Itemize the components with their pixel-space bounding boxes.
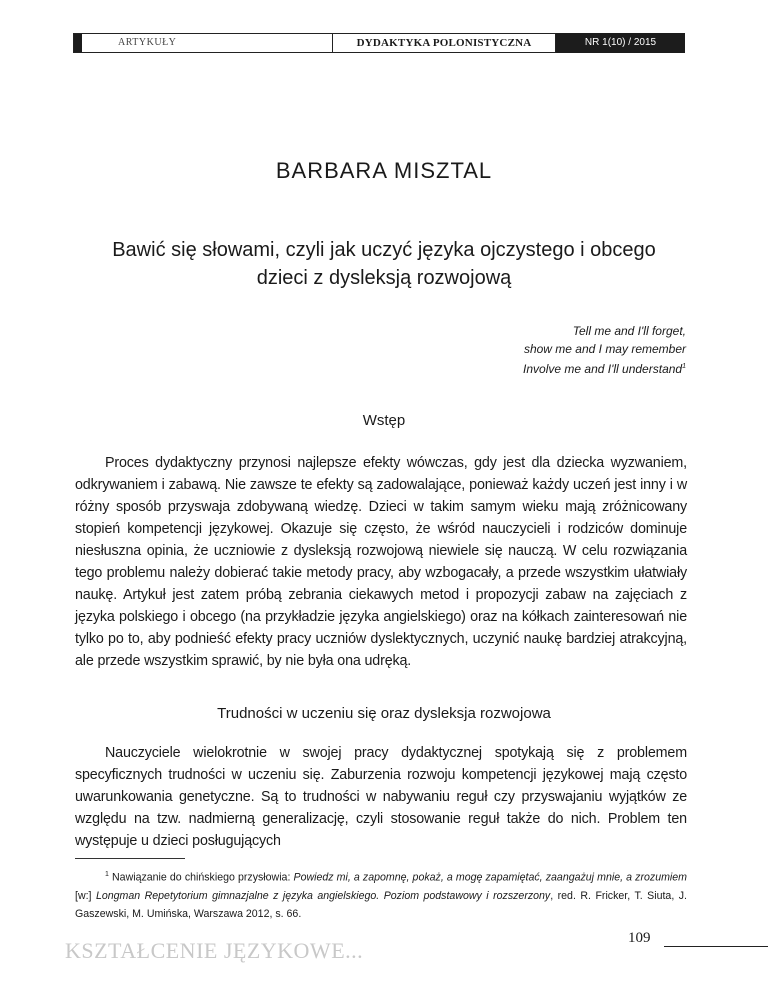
header-section-label: ARTYKUŁY — [118, 37, 177, 48]
header-journal-section: DYDAKTYKA POLONISTYCZNA — [332, 33, 556, 53]
header-section-box — [73, 33, 332, 53]
epigraph-line-3: Involve me and I'll understand$^1$ — [523, 362, 686, 376]
section-heading-intro: Wstęp — [362, 412, 406, 429]
footnote-reference: 1 — [682, 363, 686, 370]
page-header — [73, 33, 685, 53]
epigraph-line-1: Tell me and I'll forget, — [572, 324, 686, 338]
title-line-1: Bawić się słowami, czyli jak uczyć języka ojczystego i obcego — [112, 239, 656, 261]
page-number-rule — [664, 946, 768, 947]
epigraph — [523, 322, 686, 378]
title-line-2: dzieci z dysleksją rozwojową — [256, 267, 512, 289]
article-title — [60, 236, 708, 292]
epigraph-line-2: show me and I may remember — [523, 342, 686, 356]
section-heading-difficulties: Trudności w uczeniu się oraz dysleksja rozwojowa — [217, 705, 551, 722]
header-marker — [74, 34, 82, 52]
header-issue: NR 1(10) / 2015 — [556, 33, 685, 53]
page-number: 109 — [628, 930, 651, 946]
paragraph-difficulties: Nauczyciele wielokrotnie w swojej pracy dydaktycznej spotykają się z problemem specyficznych trudności w uczeniu się. Zaburzenia rozwoju kompetencji językowej mają często uwarunkowania genetyczne. Są to trudności w nabywaniu reguł czy przyswajaniu wyjątków ze względu na tzw. nadmierną generalizację, czyli stosowanie reguł także do nich. Problem ten występuje u dzieci posługujących — [75, 745, 687, 849]
journal-name: KSZTAŁCENIE JĘZYKOWE... — [65, 938, 364, 963]
footnote-divider — [75, 858, 185, 859]
footnote: $^1$ Nawiązanie do chińskiego przysłowia: Powiedz mi, a zapomnę, pokaż, a mogę zapamiętać, zaangażuj mnie, a zrozumiem [w:] Longman Repetytorium gimnazjalne z języka angielskiego. Poziom podstawowy i rozszerzony, red. R. Fricker, T. Siuta, J. Gaszewski, M. Umińska, Warszawa 2012, s. 66. — [75, 871, 687, 920]
paragraph-intro: Proces dydaktyczny przynosi najlepsze efekty wówczas, gdy jest dla dziecka wyzwaniem, odkrywaniem i zabawą. Nie zawsze te efekty są zadowalające, ponieważ każdy uczeń jest inny i w różny sposób przyswaja zdobywaną wiedzę. Dzieci w takim samym wieku mają zróżnicowany stopień kompetencji językowej. Okazuje się często, że wśród nauczycieli i rodziców dominuje niesłuszna opinia, że uczniowie z dysleksją rozwojową niewiele się nauczą. W celu rozwiązania tego problemu należy dobierać takie metody pracy, aby wzbogacały, a przede wszystkim ułatwiały naukę. Artykuł jest zatem próbą zebrania ciekawych metod i propozycji zabaw na zajęciach z języka polskiego i obcego (na przykładzie języka angielskiego) oraz na kółkach zainteresowań nie tylko po to, aby podnieść efekty pracy uczniów dyslektycznych, uczynić naukę bardziej atrakcyjną, ale przede wszystkim sprawić, by nie była ona udręką. — [75, 455, 687, 669]
article-author: BARBARA MISZTAL — [275, 158, 493, 183]
